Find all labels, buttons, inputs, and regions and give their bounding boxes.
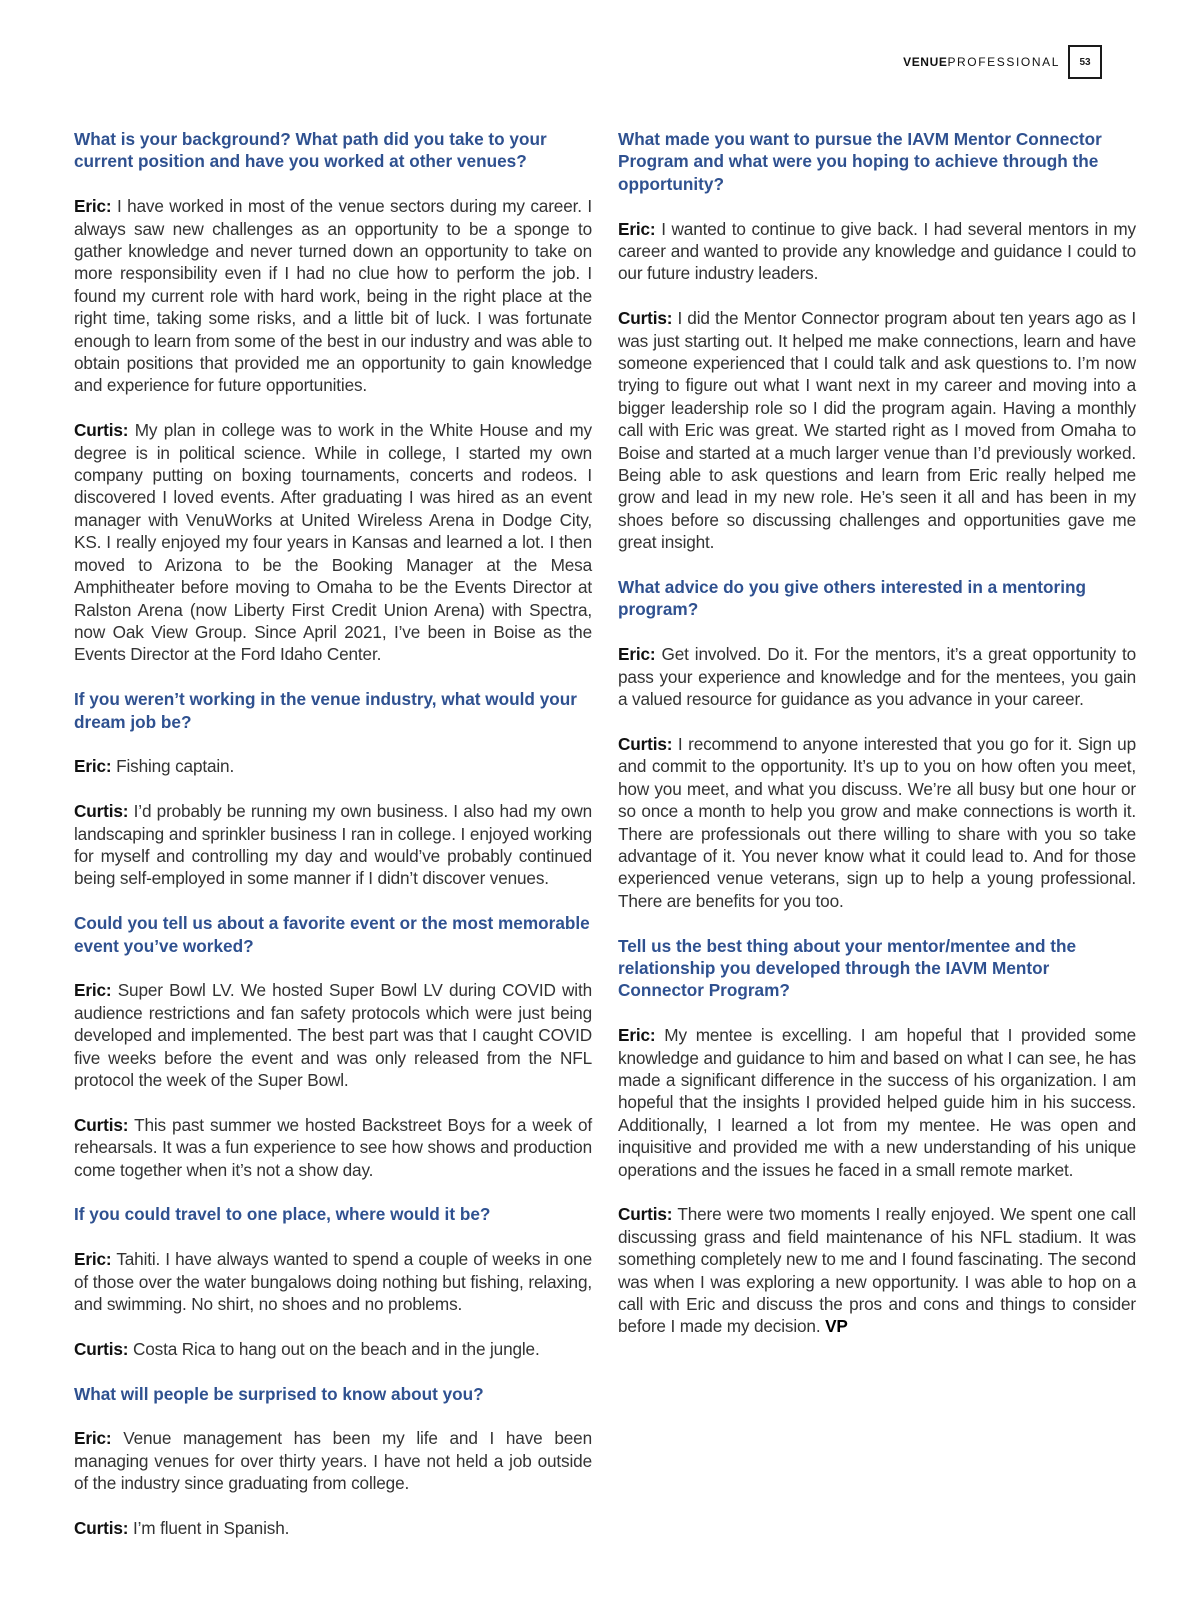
interview-answer <box>618 307 1136 553</box>
interview-question: Could you tell us about a favorite event or the most memorable event you’ve worked? <box>74 913 590 956</box>
interview-answer <box>74 1338 592 1360</box>
speaker-label: Curtis: <box>74 1338 129 1359</box>
interview-answer <box>618 1024 1136 1181</box>
speaker-label: Eric: <box>74 980 112 1001</box>
interview-question: What advice do you give others interested in a mentoring program? <box>618 577 1086 620</box>
speaker-label: Curtis: <box>618 308 673 329</box>
interview-answer <box>74 1517 592 1539</box>
interview-answer <box>74 979 592 1091</box>
interview-question: What will people be surprised to know about you? <box>74 1383 484 1404</box>
answer-text: Get involved. Do it. For the mentors, it’s a great opportunity to pass your experience and knowledge and for the mentees, you gain a valued resource for guidance as you advance in your career. <box>618 644 1136 710</box>
interview-answer <box>618 643 1136 710</box>
speaker-label: Eric: <box>74 1428 112 1449</box>
publication-name-rest: PROFESSIONAL <box>947 55 1060 69</box>
answer-text: I’m fluent in Spanish. <box>132 1517 290 1538</box>
interview-question: If you weren’t working in the venue industry, what would your dream job be? <box>74 689 577 732</box>
speaker-label: Eric: <box>74 196 112 217</box>
interview-question: Tell us the best thing about your mentor/mentee and the relationship you developed through the IAVM Mentor Connector Program? <box>618 935 1077 1001</box>
right-column <box>618 128 1136 1360</box>
speaker-label: Eric: <box>74 756 112 777</box>
speaker-label: Eric: <box>618 644 656 665</box>
speaker-label: Curtis: <box>74 801 129 822</box>
masthead <box>903 44 1102 80</box>
answer-text: Tahiti. I have always wanted to spend a couple of weeks in one of those over the water bungalows doing nothing but fishing, relaxing, and swimming. No shirt, no shoes and no problems. <box>74 1249 592 1314</box>
interview-question: What made you want to pursue the IAVM Mentor Connector Program and what were you hoping to achieve through the opportunity? <box>618 129 1102 194</box>
interview-answer <box>74 1114 592 1181</box>
publication-name-bold: VENUE <box>903 55 948 69</box>
interview-answer <box>74 419 592 665</box>
speaker-label: Curtis: <box>74 1517 129 1538</box>
speaker-label: Eric: <box>74 1249 112 1270</box>
answer-text: My mentee is excelling. I am hopeful that I provided some knowledge and guidance to him and based on what I can see, he has made a significant difference in the success of his organization. I am hopeful that the insights I provided helped guide him in his success. Additionally, I learned a lot from my mentee. He was open and inquisitive and provided me with a new understanding of his unique operations and the issues he faced in a small remote market. <box>618 1025 1136 1180</box>
answer-text: My plan in college was to work in the White House and my degree is in political science. While in college, I started my own company putting on boxing tournaments, concerts and rodeos. I discovered I loved events. After graduating I was hired as an event manager with VenuWorks at United Wireless Arena in Dodge City, KS. I really enjoyed my four years in Kansas and learned a lot. I then moved to Arizona to be the Booking Manager at the Mesa Amphitheater before moving to Omaha to be the Events Director at Ralston Arena (now Liberty First Credit Union Arena) with Spectra, now Oak View Group. Since April 2021, I’ve been in Boise as the Events Director at the Ford Idaho Center. <box>74 420 592 665</box>
answer-text: There were two moments I really enjoyed. We spent one call discussing grass and field maintenance of his NFL stadium. It was something completely new to me and I found fascinating. The second was when I was exploring a new opportunity. I was able to hop on a call with Eric and discuss the pros and cons and things to consider before I made my decision. <box>618 1204 1136 1337</box>
answer-text: Costa Rica to hang out on the beach and in the jungle. <box>132 1338 540 1359</box>
interview-question: What is your background? What path did you take to your current position and have you worked at other venues? <box>74 129 547 172</box>
interview-answer <box>618 218 1136 285</box>
speaker-label: Eric: <box>618 1025 656 1046</box>
answer-text: I wanted to continue to give back. I had several mentors in my career and wanted to provide any knowledge and guidance I could to our future industry leaders. <box>618 218 1136 284</box>
speaker-label: Eric: <box>618 218 656 239</box>
speaker-label: Curtis: <box>74 1114 129 1135</box>
interview-answer <box>74 755 592 777</box>
answer-text: Venue management has been my life and I have been managing venues for over thirty years. I have not held a job outside of the industry since graduating from college. <box>74 1428 592 1494</box>
answer-text: I recommend to anyone interested that you go for it. Sign up and commit to the opportunity. It’s up to you on how often you meet, how you meet, and what you discuss. We’re all busy but one hour or so once a month to help you grow and make connections is worth it. There are professionals out there willing to share with you so take advantage of it. You never know what it could lead to. And for those experienced venue veterans, sign up to help a young professional. There are benefits for you too. <box>618 733 1136 911</box>
interview-answer <box>74 1427 592 1494</box>
speaker-label: Curtis: <box>618 1204 673 1225</box>
answer-text: I have worked in most of the venue sectors during my career. I always saw new challenges as an opportunity to be a sponge to gather knowledge and never turned down an opportunity to take on more responsibility even if I had no clue how to perform the job. I found my current role with hard work, being in the right place at the right time, taking some risks, and a little bit of luck. I was fortunate enough to learn from some of the best in our industry and was able to obtain positions that provided me an opportunity to gain knowledge and experience for future opportunities. <box>74 196 592 396</box>
interview-answer <box>74 800 592 890</box>
speaker-label: Curtis: <box>618 733 673 754</box>
answer-text: I did the Mentor Connector program about ten years ago as I was just starting out. It helped me make connections, learn and have someone experienced that I could talk and ask questions to. I’m now trying to figure out what I want next in my career and moving into a bigger leadership role so I did the program again. Having a monthly call with Eric was great. We started right as I moved from Omaha to Boise and started at a much larger venue than I’d previously worked. Being able to ask questions and learn from Eric really helped me grow and lead in my new role. He’s seen it all and has been in my shoes before so discussing challenges and opportunities gave me great insight. <box>618 308 1136 553</box>
left-column <box>74 128 592 1562</box>
interview-question: If you could travel to one place, where would it be? <box>74 1204 491 1225</box>
interview-answer <box>618 733 1136 912</box>
publication-name <box>903 55 1060 69</box>
article-end-mark: VP <box>825 1316 848 1337</box>
interview-answer <box>74 195 592 397</box>
interview-answer <box>618 1203 1136 1337</box>
page-number: 53 <box>1068 45 1102 79</box>
answer-text: Super Bowl LV. We hosted Super Bowl LV during COVID with audience restrictions and fan safety protocols which were just being developed and implemented. The best part was that I caught COVID five weeks before the event and was only released from the NFL protocol the week of the Super Bowl. <box>74 980 592 1090</box>
interview-answer <box>74 1248 592 1315</box>
answer-text: I’d probably be running my own business. I also had my own landscaping and sprinkler business I ran in college. I enjoyed working for myself and controlling my day and would’ve probably continued being self-employed in some manner if I didn’t discover venues. <box>74 801 592 889</box>
answer-text: This past summer we hosted Backstreet Boys for a week of rehearsals. It was a fun experience to see how shows and production come together when it’s not a show day. <box>74 1114 592 1180</box>
answer-text: Fishing captain. <box>116 756 235 777</box>
speaker-label: Curtis: <box>74 420 129 441</box>
